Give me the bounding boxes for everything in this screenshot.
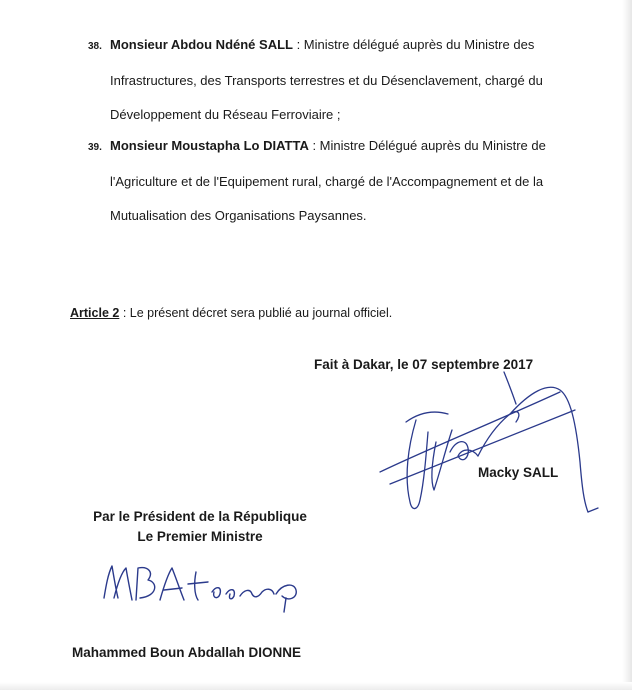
president-signature (370, 352, 610, 532)
countersign-line: Par le Président de la République (93, 509, 307, 524)
countersign-block (72, 507, 328, 547)
place-date: Fait à Dakar, le 07 septembre 2017 (314, 357, 534, 372)
article-label: Article 2 (70, 306, 120, 320)
list-item-38 (88, 28, 598, 132)
article-2 (70, 306, 392, 320)
article-text: : Le présent décret sera publié au journal officiel. (119, 306, 393, 320)
scan-edge (0, 682, 632, 690)
item-text: Développement du Réseau Ferroviaire ; (110, 107, 341, 122)
item-number: 39. (88, 142, 102, 153)
item-number: 38. (88, 41, 102, 52)
list-item-39 (88, 129, 598, 233)
item-text: Infrastructures, des Transports terrestres et du Désenclavement, chargé du (110, 73, 543, 88)
prime-minister-name: Mahammed Boun Abdallah DIONNE (72, 645, 302, 660)
minister-name: Monsieur Abdou Ndéné SALL (110, 37, 293, 52)
item-text: l'Agriculture et de l'Equipement rural, chargé de l'Accompagnement et de la (110, 174, 544, 189)
item-first-line (88, 28, 598, 64)
item-first-line (88, 129, 598, 165)
minister-name: Monsieur Moustapha Lo DIATTA (110, 138, 309, 153)
prime-minister-signature (100, 558, 310, 618)
president-name: Macky SALL (478, 465, 559, 480)
item-text: Mutualisation des Organisations Paysannes. (110, 208, 367, 223)
item-text: : Ministre délégué auprès du Ministre des (292, 37, 535, 52)
scan-edge (622, 0, 632, 690)
item-text: : Ministre Délégué auprès du Ministre de (308, 138, 546, 153)
countersign-line: Le Premier Ministre (137, 529, 263, 544)
